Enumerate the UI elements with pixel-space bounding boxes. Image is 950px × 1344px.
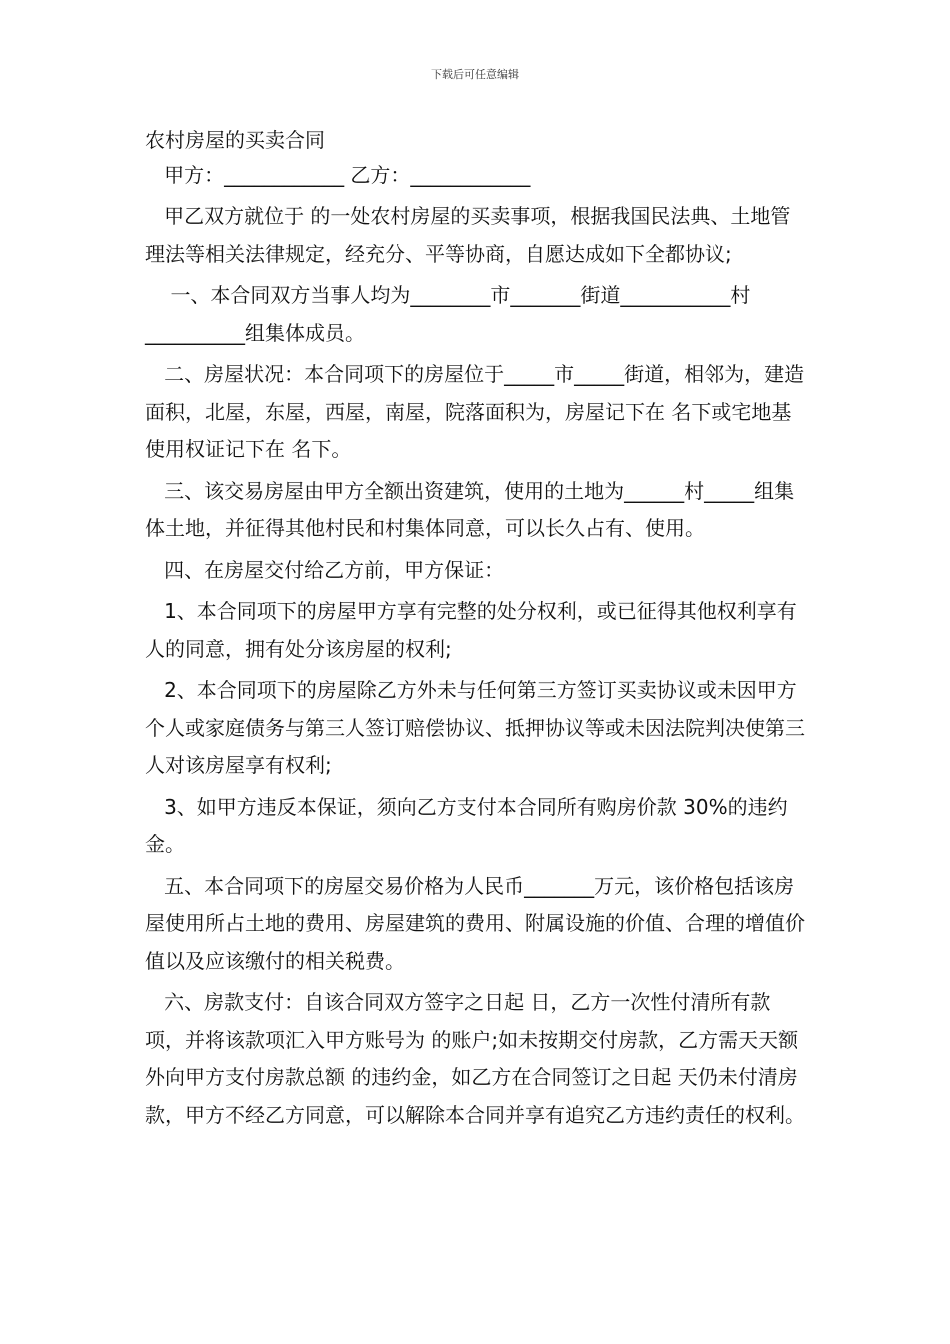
paragraph: 2、本合同项下的房屋除乙方外未与任何第三方签订买卖协议或未因甲方个人或家庭债务与第三人签订赔偿协议、抵押协议等或未因法院判决使第三人对该房屋享有权利; [145, 678, 805, 777]
paragraph: 六、房款支付：自该合同双方签字之日起 日，乙方一次性付清所有款项，并将该款项汇入甲方账号为 的账户;如未按期交付房款，乙方需天天额外向甲方支付房款总额 的违约金，如乙方在合同签订之日起 天仍未付清房款，甲方不经乙方同意，可以解除本合同并享有追究乙方违约责任的权利。 [145, 990, 805, 1127]
paragraph: 甲乙双方就位于 的一处农村房屋的买卖事项，根据我国民法典、土地管理法等相关法律规定，经充分、平等协商，自愿达成如下全都协议; [145, 204, 791, 266]
paragraph: 二、房屋状况：本合同项下的房屋位于_____市_____街道，相邻为，建造面积，北屋，东屋，西屋，南屋，院落面积为，房屋记下在 名下或宅地基使用权证记下在 名下。 [145, 362, 805, 461]
paragraph: 1、本合同项下的房屋甲方享有完整的处分权利，或已征得其他权利享有人的同意，拥有处分该房屋的权利; [145, 599, 797, 661]
paragraph: 一、本合同双方当事人均为________市_______街道___________村__________组集体成员。 [145, 283, 751, 345]
parties-line: 甲方：____________ 乙方：____________ [145, 163, 531, 187]
paragraph: 3、如甲方违反本保证，须向乙方支付本合同所有购房价款 30%的违约金。 [145, 794, 788, 856]
document-title: 农村房屋的买卖合同 [145, 128, 325, 152]
paragraph: 四、在房屋交付给乙方前，甲方保证： [145, 557, 505, 582]
document-body [145, 124, 810, 1138]
paragraph: 五、本合同项下的房屋交易价格为人民币_______万元，该价格包括该房屋使用所占土地的费用、房屋建筑的费用、附属设施的价值、合理的增值价值以及应该缴付的相关税费。 [145, 873, 805, 973]
paragraph: 三、该交易房屋由甲方全额出资建筑，使用的土地为______村_____组集体土地，并征得其他村民和村集体同意，可以长久占有、使用。 [145, 478, 795, 540]
page-header: 下载后可任意编辑 [431, 68, 519, 81]
